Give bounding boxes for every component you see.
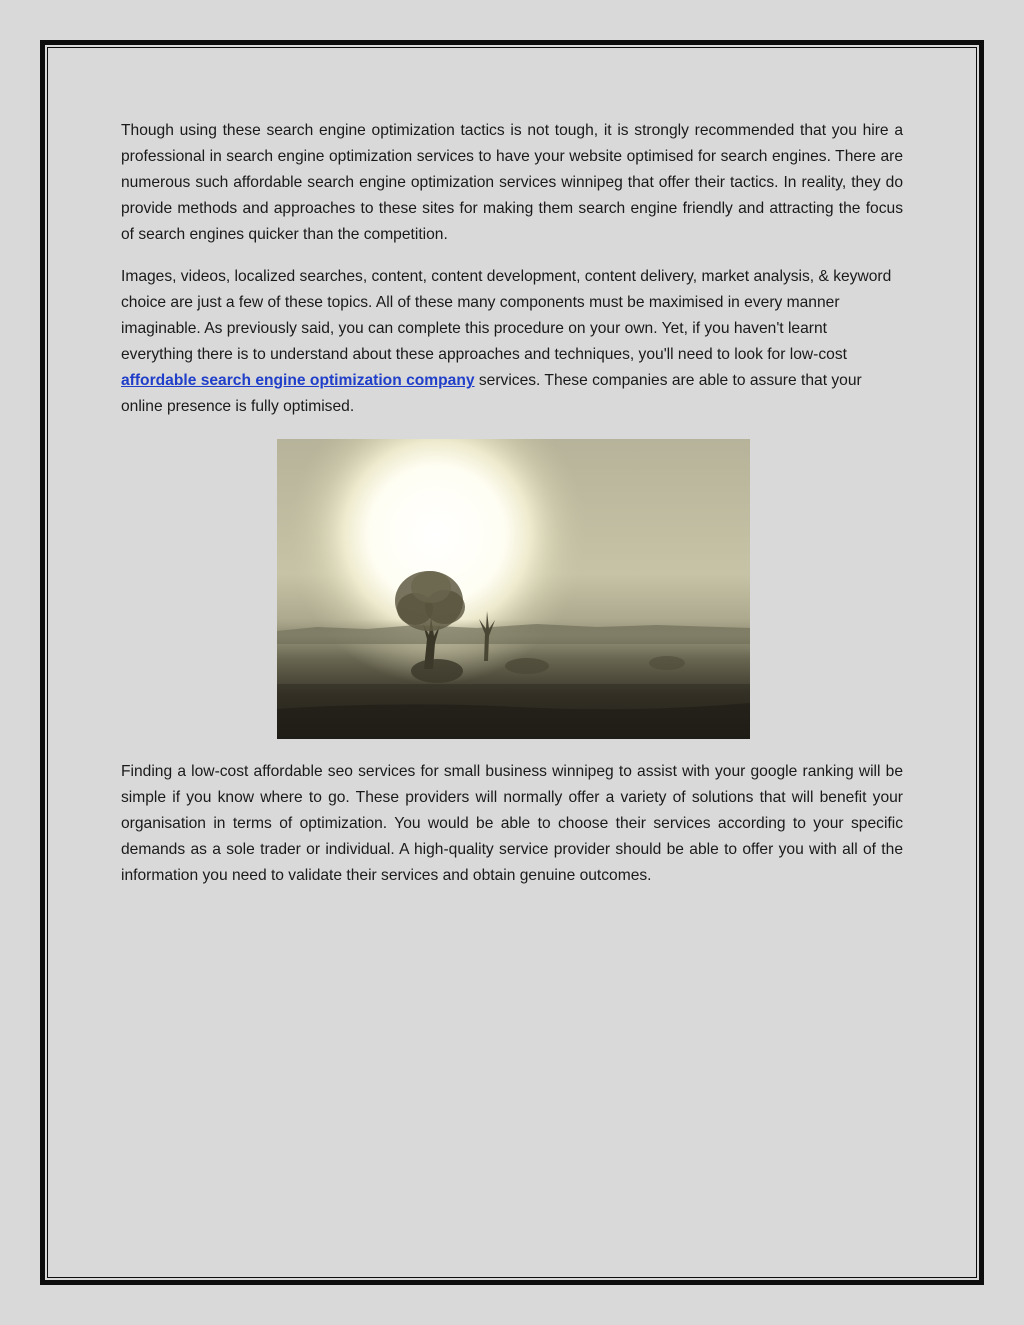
paragraph-3: Finding a low-cost affordable seo services for small business winnipeg to assist with your google ranking will be simple if you know where to go. These providers will normally offer a variety of solutions that will benefit your organisation in terms of optimization. You would be able to choose their services according to your specific demands as a sole trader or individual. A high-quality service provider should be able to offer you with all of the information you need to validate their services and obtain genuine outcomes. bbox=[121, 763, 903, 884]
paragraph-1: Though using these search engine optimization tactics is not tough, it is strongly recommended that you hire a professional in search engine optimization services to have your website optimised for search engines. There are numerous such affordable search engine optimization services winnipeg that offer their tactics. In reality, they do provide methods and approaches to these sites for making them search engine friendly and attracting the focus of search engines quicker than the competition. bbox=[121, 122, 903, 243]
paragraph-2 bbox=[121, 264, 903, 420]
seo-company-link[interactable]: affordable search engine optimization company bbox=[121, 372, 475, 389]
paragraph-2-text-after: services. These companies are able to assure that your online presence is fully optimised. bbox=[121, 372, 862, 415]
document-body bbox=[121, 118, 903, 889]
paragraph-2-text-before: Images, videos, localized searches, content, content development, content delivery, market analysis, & keyword choice are just a few of these topics. All of these many components must be maximised in every manner imaginable. As previously said, you can complete this procedure on your own. Yet, if you haven't learnt everything there is to understand about these approaches and techniques, you'll need to look for low-cost bbox=[121, 268, 892, 363]
misty-sunrise-photo bbox=[277, 439, 750, 739]
